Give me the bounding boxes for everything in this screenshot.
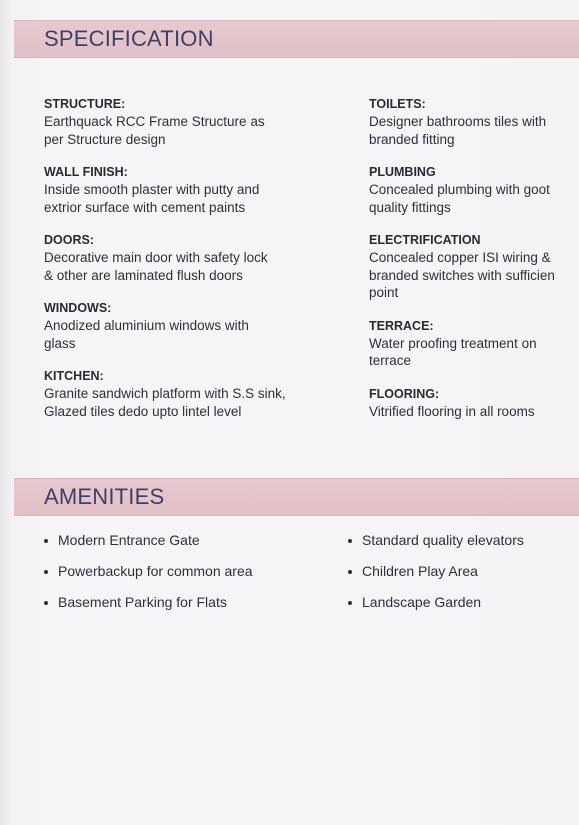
spec-heading: FLOORING: xyxy=(369,386,440,401)
spec-text-line: Decorative main door with safety lock xyxy=(44,250,268,265)
amenity-label: Landscape Garden xyxy=(362,594,482,610)
spec-item xyxy=(369,386,579,421)
amenity-label: Basement Parking for Flats xyxy=(58,594,227,610)
spec-text-line: quality fittings xyxy=(369,199,451,215)
amenity-item xyxy=(44,531,253,549)
amenity-label: Powerbackup for common area xyxy=(58,563,253,579)
spec-item xyxy=(369,232,579,302)
spec-item xyxy=(369,96,579,148)
spec-text-line: terrace xyxy=(369,353,412,368)
spec-heading: KITCHEN: xyxy=(44,369,104,383)
spec-text-line: branded switches with sufficien xyxy=(369,267,555,283)
specification-left-column xyxy=(44,96,314,436)
spec-text-line: Granite sandwich platform with S.S sink, xyxy=(44,386,286,401)
spec-text-line: per Structure design xyxy=(44,131,166,147)
amenities-header-band xyxy=(14,478,579,516)
amenity-label: Children Play Area xyxy=(362,563,478,579)
amenities-right-list xyxy=(348,531,524,624)
spec-text-line: Vitrified flooring in all rooms xyxy=(369,403,535,419)
spec-heading: DOORS: xyxy=(44,233,94,247)
spec-text-line: point xyxy=(369,285,399,300)
amenities-left-list xyxy=(44,531,253,624)
spec-heading: PLUMBING xyxy=(369,165,436,179)
spec-text-line: Designer bathrooms tiles with xyxy=(369,114,547,129)
amenity-item xyxy=(44,593,253,611)
spec-item xyxy=(44,232,314,284)
bullet-icon xyxy=(348,539,352,543)
amenity-item xyxy=(348,593,524,611)
spec-heading: TOILETS: xyxy=(369,97,426,111)
specification-header-band xyxy=(14,20,579,58)
spec-item xyxy=(44,368,314,420)
spec-item xyxy=(44,164,314,216)
amenity-label: Standard quality elevators xyxy=(362,532,524,548)
spec-item xyxy=(369,318,579,370)
spec-text-line: glass xyxy=(44,335,76,351)
spec-heading: WINDOWS: xyxy=(44,301,112,315)
spec-heading: TERRACE: xyxy=(369,318,434,333)
amenity-item xyxy=(44,562,253,580)
spec-item xyxy=(369,164,579,216)
spec-text-line: branded fitting xyxy=(369,131,455,147)
spec-text-line: & other are laminated flush doors xyxy=(44,267,243,283)
spec-text-line: extrior surface with cement paints xyxy=(44,199,246,215)
amenity-item xyxy=(348,562,524,580)
amenity-label: Modern Entrance Gate xyxy=(58,532,200,548)
bullet-icon xyxy=(44,539,48,543)
spec-text-line: Earthquack RCC Frame Structure as xyxy=(44,114,265,129)
spec-text-line: Glazed tiles dedo upto lintel level xyxy=(44,403,242,419)
spec-heading: STRUCTURE: xyxy=(44,97,126,111)
bullet-icon xyxy=(44,570,48,574)
spec-text-line: Concealed copper ISI wiring & xyxy=(369,250,551,265)
spec-heading: ELECTRIFICATION xyxy=(369,233,481,247)
amenities-title: AMENITIES xyxy=(44,484,165,509)
specification-title: SPECIFICATION xyxy=(44,26,214,51)
spec-text-line: Concealed plumbing with goot xyxy=(369,182,550,197)
spec-item xyxy=(44,96,314,148)
spec-text-line: Inside smooth plaster with putty and xyxy=(44,182,260,197)
bullet-icon xyxy=(348,570,352,574)
specification-right-column xyxy=(369,96,579,436)
spec-text-line: Water proofing treatment on xyxy=(369,335,537,351)
bullet-icon xyxy=(348,601,352,605)
spec-item xyxy=(44,300,314,352)
amenity-item xyxy=(348,531,524,549)
spec-heading: WALL FINISH: xyxy=(44,165,128,179)
spec-text-line: Anodized aluminium windows with xyxy=(44,318,249,333)
bullet-icon xyxy=(44,601,48,605)
